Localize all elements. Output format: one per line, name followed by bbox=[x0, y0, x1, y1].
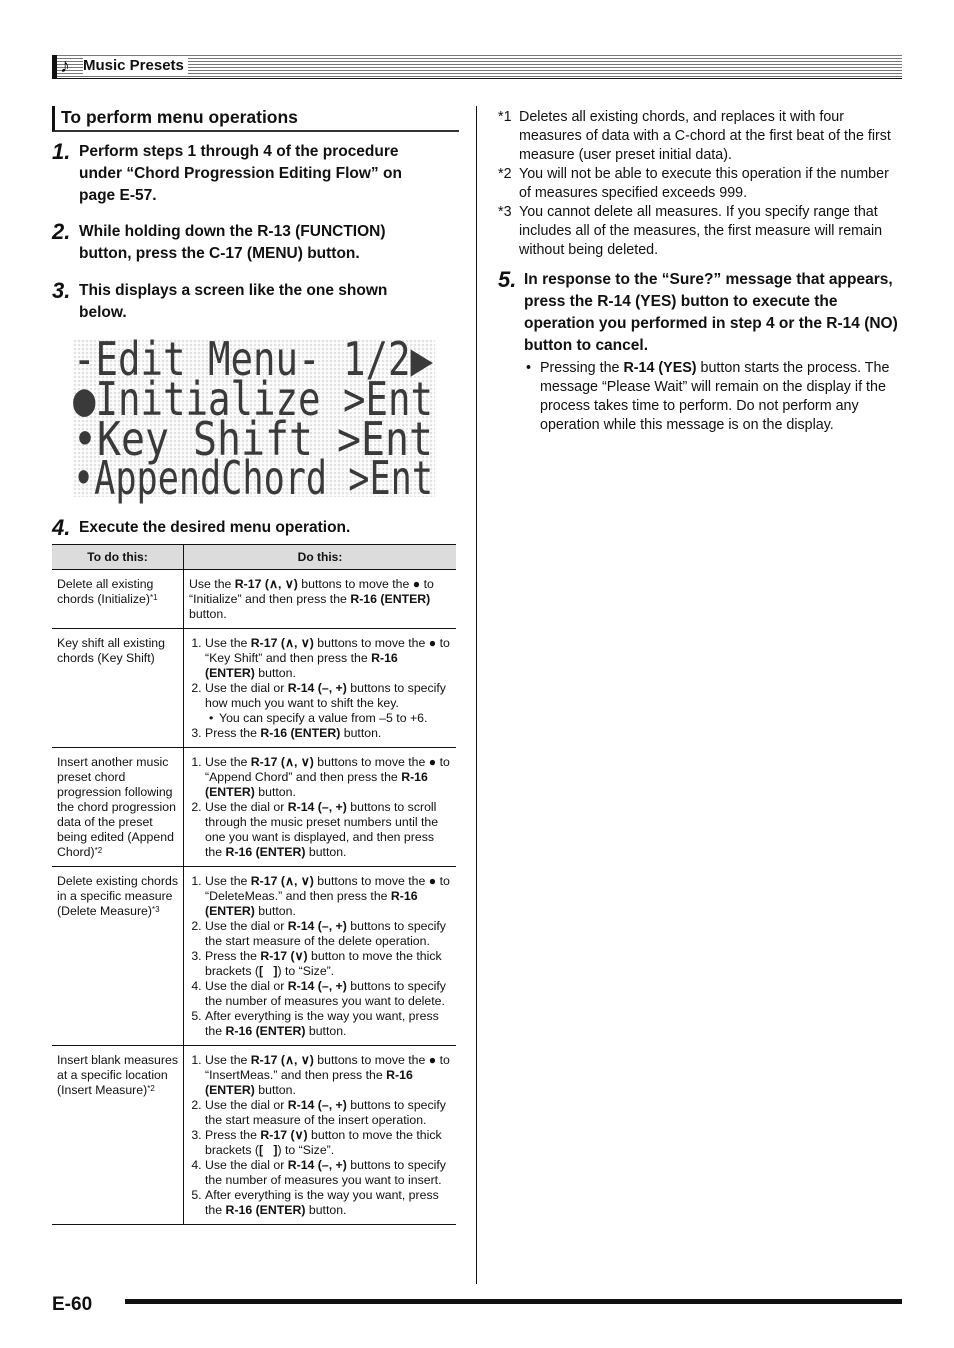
lcd-line-2: ●Initialize >Ent bbox=[73, 372, 433, 426]
step-3-text: This displays a screen like the one shown below. bbox=[79, 282, 388, 321]
table-header-row bbox=[52, 545, 456, 570]
footnote-2: *2 You will not be able to execute this operation if the number of measures specified exceeds 999. bbox=[498, 166, 889, 201]
table-cell-procedure: 1. Use the R-17 (∧, ∨) buttons to move the ● to “Key Shift” and then press the R-16 (ENTER) button. 2. Use the dial or R-14 (–, +) buttons to specify how much you want to shift the key. • You can specify a value from –5 to +6. 3. Press the R-16 (ENTER) button. bbox=[184, 629, 457, 748]
footnote-3: *3 You cannot delete all measures. If you specify range that includes all of the measures, the first measure will remain without being deleted. bbox=[498, 204, 883, 258]
step-1-number: 1. bbox=[52, 139, 71, 164]
table-cell-task: Insert blank measures at a specific location (Insert Measure)$^{*2}$ bbox=[52, 1046, 184, 1225]
table-cell-task: Key shift all existing chords (Key Shift) bbox=[52, 629, 184, 748]
col-header-do-this: Do this: bbox=[184, 545, 457, 570]
footnote-1: *1 Deletes all existing chords, and replaces it with four measures of data with a C-chord at the first beat of the first measure (user preset initial data). bbox=[498, 109, 891, 163]
table-cell-procedure: 1. Use the R-17 (∧, ∨) buttons to move the ● to “Append Chord” and then press the R-16 (ENTER) button. 2. Use the dial or R-14 (–, +) buttons to scroll through the music preset numbers until the one you want is displayed, and then press the R-16 (ENTER) button. bbox=[184, 748, 457, 867]
step-2-text: While holding down the R-13 (FUNCTION) button, press the C-17 (MENU) button. bbox=[79, 223, 386, 262]
lcd-line-4: •AppendChord >Ent bbox=[73, 451, 433, 505]
menu-operations-table bbox=[52, 544, 456, 1225]
step-2-number: 2. bbox=[52, 219, 71, 244]
lcd-line-1: -Edit Menu- 1/2▶ bbox=[73, 332, 434, 386]
step-5-bullet: • Pressing the R-14 (YES) button starts the process. The message “Please Wait” will remain on the display if the process takes time to perform. Do not perform any operation while this message is on the display. bbox=[527, 359, 902, 435]
table-cell-task: Insert another music preset chord progression following the chord progression data of the preset being edited (Append Chord)$^{*2}$ bbox=[52, 748, 184, 867]
table-cell-task: Delete all existing chords (Initialize)$^{*1}$ bbox=[52, 570, 184, 629]
table-row bbox=[52, 867, 456, 1046]
table-cell-procedure: 1. Use the R-17 (∧, ∨) buttons to move the ● to “InsertMeas.” and then press the R-16 (ENTER) button. 2. Use the dial or R-14 (–, +) buttons to specify the start measure of the insert operation. 3. Press the R-17 (∨) button to move the thick brackets ([ ]) to “Size”. 4. Use the dial or R-14 (–, +) buttons to specify the number of measures you want to insert. 5. After everything is the way you want, press the R-16 (ENTER) button. bbox=[184, 1046, 457, 1225]
step-4-text: Execute the desired menu operation. bbox=[79, 519, 351, 536]
lcd-line-3: •Key Shift >Ent bbox=[73, 412, 433, 466]
table-row bbox=[52, 748, 456, 867]
table-row bbox=[52, 1046, 456, 1225]
step-5-number: 5. bbox=[498, 267, 517, 292]
lcd-display bbox=[73, 332, 435, 505]
step-1-text: Perform steps 1 through 4 of the procedure under “Chord Progression Editing Flow” on page E-57. bbox=[79, 143, 402, 204]
music-note-icon: ♪ bbox=[60, 55, 70, 77]
running-header: Music Presets bbox=[83, 57, 188, 74]
footer-rule bbox=[125, 1299, 902, 1304]
table-cell-procedure: Use the R-17 (∧, ∨) buttons to move the ● to “Initialize” and then press the R-16 (ENTER) button. bbox=[184, 570, 457, 629]
header-bar bbox=[52, 55, 57, 79]
table-cell-task: Delete existing chords in a specific measure (Delete Measure)$^{*3}$ bbox=[52, 867, 184, 1046]
table-row bbox=[52, 570, 456, 629]
page-number: E-60 bbox=[52, 1294, 93, 1315]
step-5-text: In response to the “Sure?” message that appears, press the R-14 (YES) button to execute the operation you performed in step 4 or the R-14 (NO) button to cancel. bbox=[524, 271, 898, 354]
section-title: To perform menu operations bbox=[61, 107, 298, 127]
step-3-number: 3. bbox=[52, 278, 71, 303]
col-header-to-do: To do this: bbox=[52, 545, 184, 570]
column-divider bbox=[476, 106, 477, 1284]
table-row bbox=[52, 629, 456, 748]
step-4-number: 4. bbox=[52, 515, 71, 540]
section-heading bbox=[52, 106, 459, 132]
table-cell-procedure: 1. Use the R-17 (∧, ∨) buttons to move the ● to “DeleteMeas.” and then press the R-16 (ENTER) button. 2. Use the dial or R-14 (–, +) buttons to specify the start measure of the delete operation. 3. Press the R-17 (∨) button to move the thick brackets ([ ]) to “Size”. 4. Use the dial or R-14 (–, +) buttons to specify the number of measures you want to delete. 5. After everything is the way you want, press the R-16 (ENTER) button. bbox=[184, 867, 457, 1046]
